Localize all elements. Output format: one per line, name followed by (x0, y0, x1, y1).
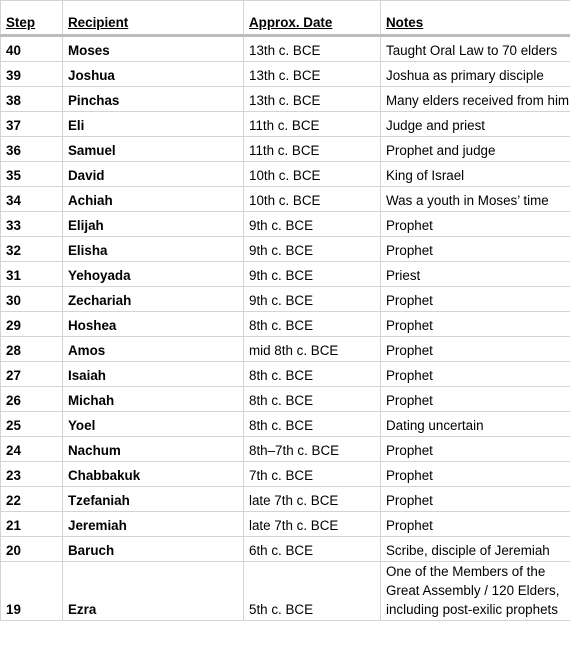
recipient-cell[interactable]: Moses (63, 36, 244, 62)
step-cell[interactable]: 30 (1, 287, 63, 312)
recipient-cell[interactable]: Yoel (63, 412, 244, 437)
header-step[interactable]: Step (1, 1, 63, 36)
table-row (1, 437, 570, 462)
table-row (1, 537, 570, 562)
step-cell[interactable]: 36 (1, 137, 63, 162)
table-row (1, 312, 570, 337)
table-row (1, 87, 570, 112)
step-cell[interactable]: 20 (1, 537, 63, 562)
date-cell[interactable]: 8th–7th c. BCE (244, 437, 381, 462)
step-cell[interactable]: 29 (1, 312, 63, 337)
table-row (1, 462, 570, 487)
recipient-cell[interactable]: Eli (63, 112, 244, 137)
notes-cell[interactable]: Prophet (381, 437, 570, 462)
table-body (1, 36, 570, 621)
step-cell[interactable]: 35 (1, 162, 63, 187)
table-row (1, 36, 570, 62)
table-row (1, 137, 570, 162)
date-cell[interactable]: 6th c. BCE (244, 537, 381, 562)
recipient-cell[interactable]: Amos (63, 337, 244, 362)
recipient-cell[interactable]: Isaiah (63, 362, 244, 387)
table-row (1, 237, 570, 262)
recipient-cell[interactable]: Chabbakuk (63, 462, 244, 487)
header-row (1, 1, 570, 36)
table-row (1, 187, 570, 212)
step-cell[interactable]: 33 (1, 212, 63, 237)
recipient-cell[interactable]: Baruch (63, 537, 244, 562)
notes-cell[interactable]: Prophet and judge (381, 137, 570, 162)
recipient-cell[interactable]: Michah (63, 387, 244, 412)
recipient-cell[interactable]: Jeremiah (63, 512, 244, 537)
recipient-cell[interactable]: David (63, 162, 244, 187)
notes-cell[interactable]: Prophet (381, 462, 570, 487)
date-cell[interactable]: 9th c. BCE (244, 237, 381, 262)
notes-cell[interactable]: Prophet (381, 512, 570, 537)
notes-cell[interactable]: King of Israel (381, 162, 570, 187)
notes-cell[interactable]: Many elders received from him (381, 87, 570, 112)
date-cell[interactable]: late 7th c. BCE (244, 512, 381, 537)
table-row (1, 562, 570, 621)
table-row (1, 112, 570, 137)
date-cell[interactable]: 7th c. BCE (244, 462, 381, 487)
step-cell[interactable]: 26 (1, 387, 63, 412)
step-cell[interactable]: 31 (1, 262, 63, 287)
table-row (1, 412, 570, 437)
date-cell[interactable]: 8th c. BCE (244, 412, 381, 437)
notes-cell[interactable]: Prophet (381, 387, 570, 412)
recipient-cell[interactable]: Samuel (63, 137, 244, 162)
table-row (1, 387, 570, 412)
date-cell[interactable]: 10th c. BCE (244, 187, 381, 212)
table-row (1, 487, 570, 512)
date-cell[interactable]: 13th c. BCE (244, 36, 381, 62)
notes-cell[interactable]: Joshua as primary disciple (381, 62, 570, 87)
date-cell[interactable]: 10th c. BCE (244, 162, 381, 187)
table-row (1, 512, 570, 537)
header-recipient[interactable]: Recipient (63, 1, 244, 36)
notes-cell[interactable]: Was a youth in Moses’ time (381, 187, 570, 212)
notes-cell[interactable]: One of the Members of the Great Assembly / 120 Elders, including post-exilic prophets (381, 562, 570, 621)
header-approx-date[interactable]: Approx. Date (244, 1, 381, 36)
step-cell[interactable]: 24 (1, 437, 63, 462)
date-cell[interactable]: 5th c. BCE (244, 562, 381, 621)
step-cell[interactable]: 28 (1, 337, 63, 362)
recipient-cell[interactable]: Zechariah (63, 287, 244, 312)
date-cell[interactable]: 8th c. BCE (244, 362, 381, 387)
step-cell[interactable]: 38 (1, 87, 63, 112)
step-cell[interactable]: 23 (1, 462, 63, 487)
recipient-cell[interactable]: Achiah (63, 187, 244, 212)
date-cell[interactable]: 9th c. BCE (244, 262, 381, 287)
date-cell[interactable]: 13th c. BCE (244, 87, 381, 112)
step-cell[interactable]: 40 (1, 36, 63, 62)
recipient-cell[interactable]: Hoshea (63, 312, 244, 337)
recipient-cell[interactable]: Elijah (63, 212, 244, 237)
step-cell[interactable]: 27 (1, 362, 63, 387)
header-notes[interactable]: Notes (381, 1, 570, 36)
step-cell[interactable]: 39 (1, 62, 63, 87)
date-cell[interactable]: 9th c. BCE (244, 212, 381, 237)
recipient-cell[interactable]: Pinchas (63, 87, 244, 112)
date-cell[interactable]: 13th c. BCE (244, 62, 381, 87)
notes-cell[interactable]: Prophet (381, 362, 570, 387)
table-row (1, 362, 570, 387)
notes-cell[interactable]: Dating uncertain (381, 412, 570, 437)
notes-cell[interactable]: Prophet (381, 237, 570, 262)
table-row (1, 212, 570, 237)
notes-cell[interactable]: Prophet (381, 337, 570, 362)
table-row (1, 337, 570, 362)
step-cell[interactable]: 37 (1, 112, 63, 137)
date-cell[interactable]: 8th c. BCE (244, 387, 381, 412)
notes-cell[interactable]: Judge and priest (381, 112, 570, 137)
notes-cell[interactable]: Prophet (381, 212, 570, 237)
step-cell[interactable]: 32 (1, 237, 63, 262)
date-cell[interactable]: 11th c. BCE (244, 137, 381, 162)
step-cell[interactable]: 21 (1, 512, 63, 537)
recipient-cell[interactable]: Elisha (63, 237, 244, 262)
step-cell[interactable]: 19 (1, 562, 63, 621)
step-cell[interactable]: 25 (1, 412, 63, 437)
recipient-cell[interactable]: Yehoyada (63, 262, 244, 287)
table-row (1, 162, 570, 187)
notes-cell[interactable]: Prophet (381, 312, 570, 337)
recipient-cell[interactable]: Ezra (63, 562, 244, 621)
notes-cell[interactable]: Scribe, disciple of Jeremiah (381, 537, 570, 562)
recipient-cell[interactable]: Nachum (63, 437, 244, 462)
table-row (1, 287, 570, 312)
date-cell[interactable]: late 7th c. BCE (244, 487, 381, 512)
date-cell[interactable]: 8th c. BCE (244, 312, 381, 337)
date-cell[interactable]: 9th c. BCE (244, 287, 381, 312)
step-cell[interactable]: 34 (1, 187, 63, 212)
notes-cell[interactable]: Priest (381, 262, 570, 287)
notes-cell[interactable]: Prophet (381, 487, 570, 512)
table-row (1, 62, 570, 87)
notes-cell[interactable]: Taught Oral Law to 70 elders (381, 36, 570, 62)
recipient-cell[interactable]: Tzefaniah (63, 487, 244, 512)
table-row (1, 262, 570, 287)
date-cell[interactable]: 11th c. BCE (244, 112, 381, 137)
date-cell[interactable]: mid 8th c. BCE (244, 337, 381, 362)
notes-cell[interactable]: Prophet (381, 287, 570, 312)
recipient-cell[interactable]: Joshua (63, 62, 244, 87)
step-cell[interactable]: 22 (1, 487, 63, 512)
